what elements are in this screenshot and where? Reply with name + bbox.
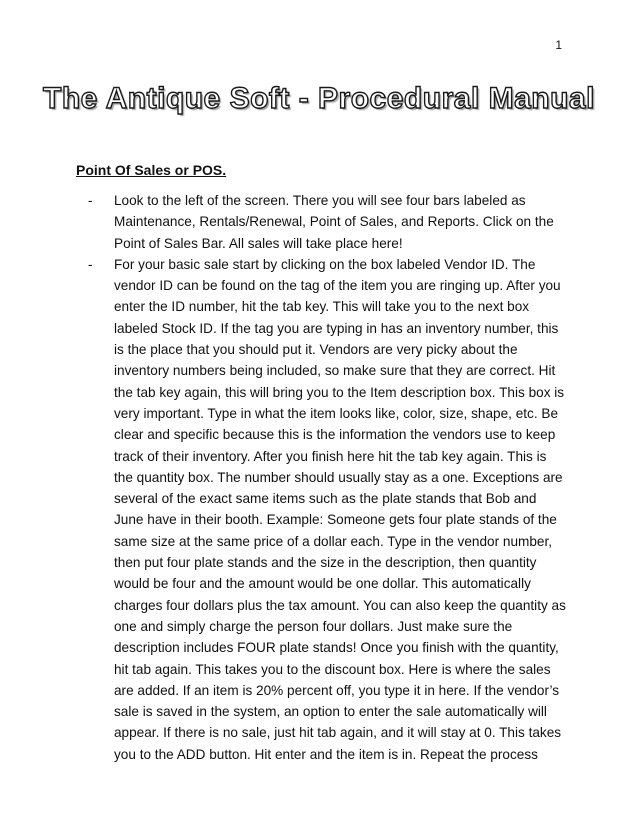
list-item [76, 254, 568, 765]
page-number: 1 [555, 38, 562, 52]
section-heading: Point Of Sales or POS. [76, 162, 227, 178]
bullet-dash: - [88, 193, 93, 208]
procedure-list [76, 190, 568, 765]
list-item-text: For your basic sale start by clicking on the box labeled Vendor ID. The vendor ID can be found on the tag of the item you are ringing up. After you enter the ID number, hit the tab key. This will take you to the next box labeled Stock ID. If the tag you are typing in has an inventory number, this is the place that you should put it. Vendors are very picky about the inventory numbers being included, so make sure that they are correct. Hit the tab key again, this will bring you to the Item description box. This box is very important. Type in what the item looks like, color, size, shape, etc. Be clear and specific because this is the information the vendors use to keep track of their inventory. After you finish here hit the tab key again. This is the quantity box. The number should usually stay as a one. Exceptions are several of the exact same items such as the plate stands that Bob and June have in their booth. Example: Someone gets four plate stands of the same size at the same price of a dollar each. Type in the vendor number, then put four plate stands and the size in the description, then quantity would be four and the amount would be one dollar. This automatically charges four dollars plus the tax amount. You can also keep the quantity as one and simply charge the person four dollars. Just make sure the description includes FOUR plate stands! Once you finish with the quantity, hit tab again. This takes you to the discount box. Here is where the sales are added. If an item is 20% percent off, you type it in here. If the vendor’s sale is saved in the system, an option to enter the sale automatically will appear. If there is no sale, just hit tab again, and it will stay at 0. This takes you to the ADD button. Hit enter and the item is in. Repeat the process [114, 256, 566, 762]
document-title: The Antique Soft - Procedural Manual [43, 82, 595, 115]
bullet-dash: - [88, 256, 93, 272]
list-item [76, 190, 568, 254]
list-item-text: Look to the left of the screen. There you will see four bars labeled as Maintenance, Rentals/Renewal, Point of Sales, and Reports. Click on the Point of Sales Bar. All sales will take place here! [114, 193, 554, 251]
